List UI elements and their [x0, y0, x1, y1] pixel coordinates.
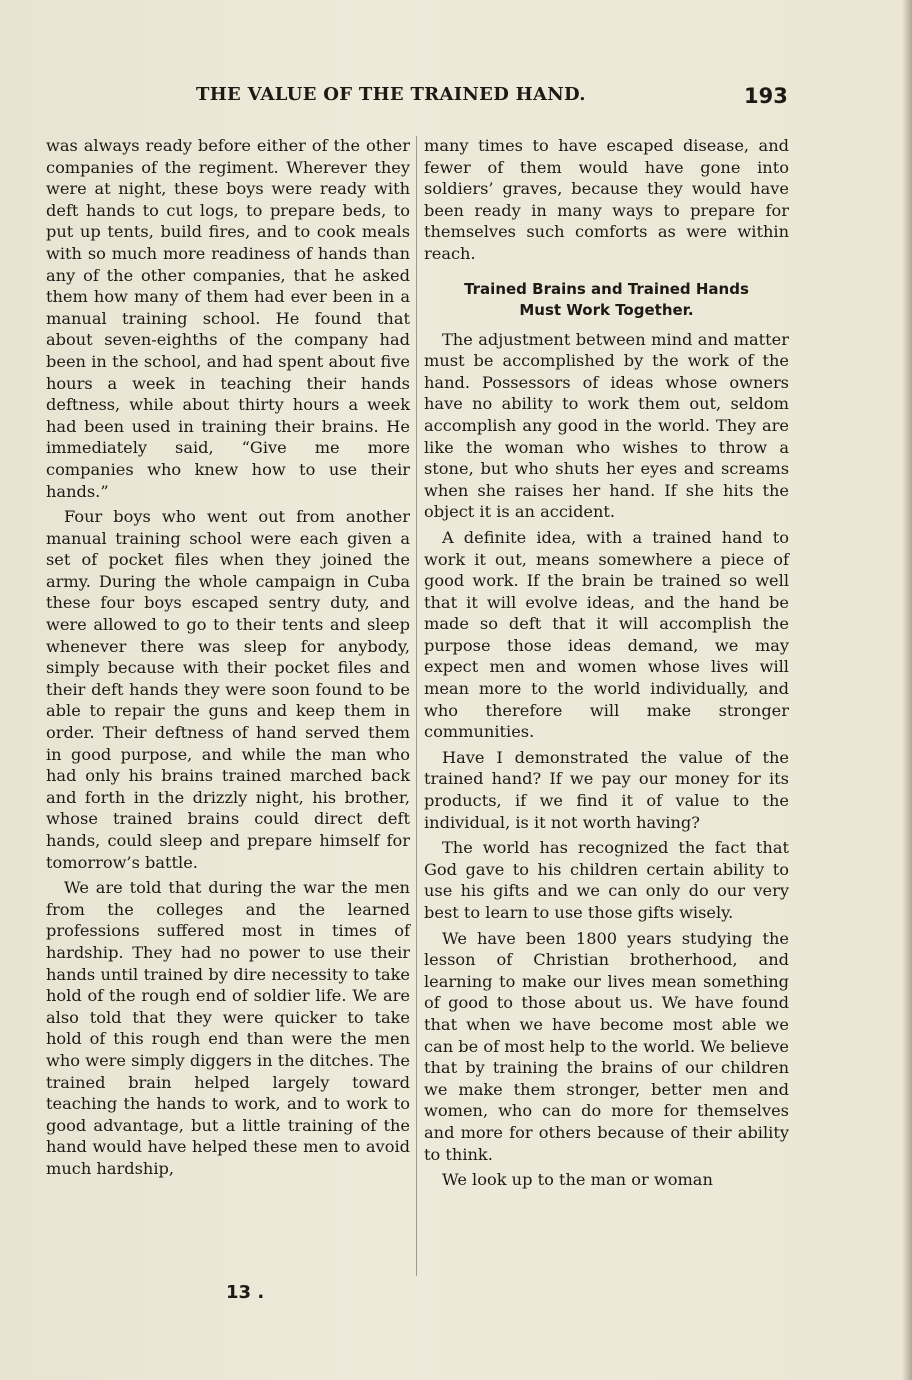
section-subheading	[424, 279, 789, 321]
page-edge-shadow	[902, 0, 912, 1380]
paragraph: many times to have escaped disease, and fewer of them would have gone into soldiers’ graves, because they would have been ready in many ways to prepare for themselves such comforts as were within reach.	[424, 136, 789, 263]
left-column	[46, 135, 410, 1180]
right-column	[424, 135, 789, 1191]
paragraph: Have I demonstrated the value of the trained hand? If we pay our money for its products, if we find it of value to the individual, is it not worth having?	[424, 747, 789, 832]
paragraph: The world has recognized the fact that God gave to his children certain ability to use his gifts and we can only do our very best to learn to use those gifts wisely.	[424, 838, 789, 922]
paragraph: We are told that during the war the men from the colleges and the learned professions suffered most in times of hardship. They had no power to use their hands until trained by dire necessity to take hold of the rough end of soldier life. We are also told that they were quicker to take hold of this rough end than were the men who were simply diggers in the ditches. The trained brain helped largely toward teaching the hands to work, and to work to good advantage, but a little training of the hand would have helped these men to avoid much hardship,	[46, 878, 410, 1178]
signature-mark: 13 .	[226, 1282, 265, 1303]
column-divider	[416, 136, 417, 1276]
paragraph: We look up to the man or woman	[442, 1170, 713, 1190]
paragraph: A definite idea, with a trained hand to work it out, means somewhere a piece of good work. If the brain be trained so well that it will evolve ideas, and the hand be made so deft that it will accomplish the purpose those ideas demand, we may expect men and women whose lives will mean more to the world individually, and who therefore will make stronger communities.	[424, 527, 789, 742]
paragraph: The adjustment between mind and matter must be accomplished by the work of the hand. Possessors of ideas whose owners have no ability to work them out, seldom accomplish any good in the world. They are like the woman who wishes to throw a stone, but who shuts her eyes and screams when she raises her hand. If she hits the object it is an accident.	[424, 329, 789, 522]
running-title: THE VALUE OF THE TRAINED HAND.	[196, 84, 586, 105]
subheading-line: Trained Brains and Trained Hands	[464, 279, 749, 298]
paragraph: Four boys who went out from another manual training school were each given a set of pocket files when they joined the army. During the whole campaign in Cuba these four boys escaped sentry duty, and were allowed to go to their tents and sleep whenever there was sleep for anybody, simply because with their pocket files and their deft hands they were soon found to be able to repair the guns and keep them in order. Their deftness of hand served them in good purpose, and while the man who had only his brains trained marched back and forth in the drizzly night, his brother, whose trained brains could direct deft hands, could sleep and prepare himself for tomorrow’s battle.	[46, 507, 410, 872]
page-number: 193	[744, 84, 788, 108]
subheading-line: Must Work Together.	[519, 300, 694, 319]
paragraph: We have been 1800 years studying the lesson of Christian brotherhood, and learning to make our lives mean something of good to those about us. We have found that when we have become most able we can be of most help to the world. We believe that by training the brains of our children we make them stronger, better men and women, who can do more for themselves and more for others because of their ability to think.	[424, 928, 789, 1164]
paragraph: was always ready before either of the other companies of the regiment. Wherever they were at night, these boys were ready with deft hands to cut logs, to prepare beds, to put up tents, build fires, and to cook meals with so much more readiness of hands than any of the other companies, that he asked them how many of them had ever been in a manual training school. He found that about seven-eighths of the company had been in the school, and had spent about five hours a week in teaching their hands deftness, while about thirty hours a week had been used in training their brains. He immediately said, “Give me more companies who knew how to use their hands.”	[46, 136, 410, 501]
